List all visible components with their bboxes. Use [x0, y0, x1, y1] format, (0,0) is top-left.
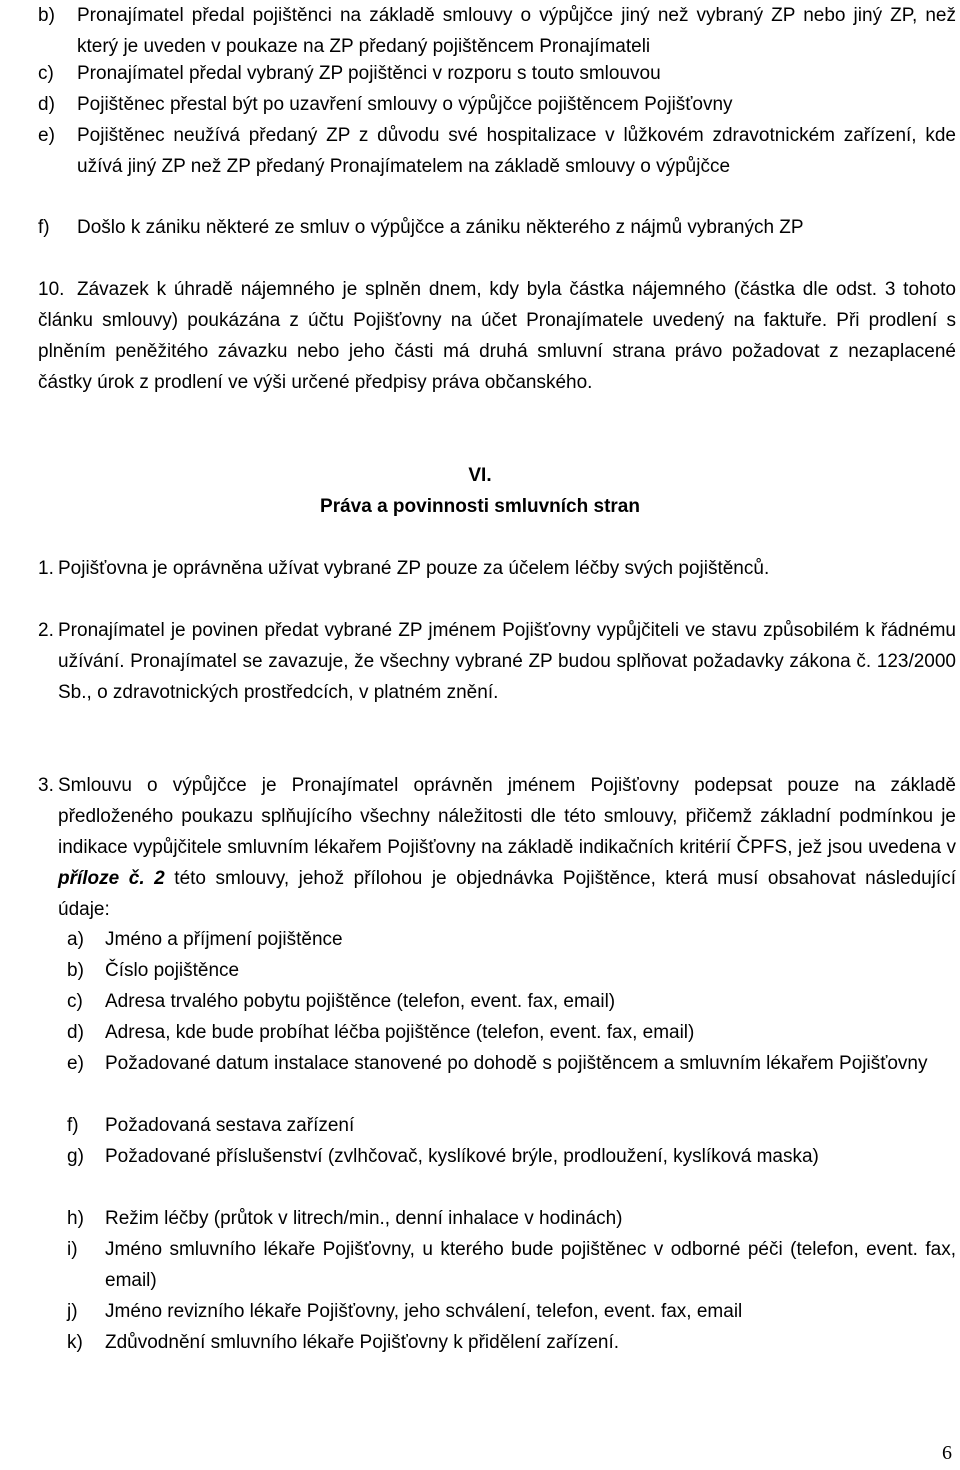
paragraph-10 — [38, 274, 956, 398]
paragraph-1 — [38, 553, 956, 584]
paragraph-text: Pronajímatel je povinen předat vybrané ZP jménem Pojišťovny vypůjčiteli ve stavu způsobilém k řádnému užívání. Pronajímatel se zavazuje, že všechny vybrané ZP budou splňovat požadavky zákona č. 123/2000 Sb., o zdravotnických prostředcích, v platném znění. — [58, 620, 956, 703]
list-item-label: c) — [38, 63, 54, 84]
list-item — [38, 58, 956, 89]
list-item — [67, 1296, 956, 1327]
list-item — [38, 212, 956, 243]
list-item-label: h) — [67, 1208, 84, 1229]
list-item — [67, 1141, 956, 1172]
list-item-label: b) — [67, 960, 84, 981]
list-item-label: d) — [38, 94, 55, 115]
list-item — [67, 1234, 956, 1296]
list-item-text: Pronajímatel předal pojištěnci na základě smlouvy o výpůjčce jiný než vybraný ZP nebo jiný ZP, než který je uveden v poukaze na ZP předaný pojištěncem Pronajímateli — [77, 5, 956, 57]
list-item-text: Pronajímatel předal vybraný ZP pojištěnci v rozporu s touto smlouvou — [77, 63, 661, 84]
paragraph-number: 2. — [38, 620, 54, 641]
paragraph-number: 10. — [38, 279, 65, 300]
list-item-label: e) — [67, 1053, 84, 1074]
paragraph-text: Závazek k úhradě nájemného je splněn dnem, kdy byla částka nájemného (částka dle odst. 3 tohoto článku smlouvy) poukázána z účtu Pojišťovny na účet Pronajímatele uvedený na faktuře. Při prodlení s plněním peněžitého závazku nebo jeho části má druhá smluvní strana právo požadovat z nezaplacené částky úrok z prodlení ve výši určené předpisy práva občanského. — [38, 279, 956, 393]
list-item — [67, 924, 956, 955]
list-item-label: g) — [67, 1146, 84, 1167]
list-item-text: Jméno revizního lékaře Pojišťovny, jeho schválení, telefon, event. fax, email — [105, 1301, 743, 1322]
list-item-label: b) — [38, 5, 55, 26]
paragraph-text-part: Smlouvu o výpůjčce je Pronajímatel oprávněn jménem Pojišťovny podepsat pouze na základě předloženého poukazu splňujícího všechny náležitosti dle této smlouvy, přičemž základní podmínkou je indikace vypůjčitele smluvním lékařem Pojišťovny na základě indikačních kritérií ČPFS, jež jsou uvedena v — [58, 775, 956, 858]
list-item — [67, 1327, 956, 1358]
list-item-text: Režim léčby (průtok v litrech/min., denní inhalace v hodinách) — [105, 1208, 623, 1229]
page-number: 6 — [942, 1442, 952, 1464]
list-item — [67, 955, 956, 986]
list-item-text: Požadované datum instalace stanovené po dohodě s pojištěncem a smluvním lékařem Pojišťovny — [105, 1053, 928, 1074]
paragraph-number: 1. — [38, 558, 54, 579]
section-number: VI. — [468, 465, 492, 486]
list-item-text: Pojištěnec přestal být po uzavření smlouvy o výpůjčce pojištěncem Pojišťovny — [77, 94, 733, 115]
list-item — [67, 1017, 956, 1048]
list-item-label: c) — [67, 991, 83, 1012]
paragraph-3 — [38, 770, 956, 925]
list-item — [67, 1203, 956, 1234]
list-item-text: Jméno a příjmení pojištěnce — [105, 929, 343, 950]
list-item-label: i) — [67, 1239, 78, 1260]
list-item-label: j) — [67, 1301, 78, 1322]
paragraph-number: 3. — [38, 775, 54, 796]
list-item-text: Došlo k zániku některé ze smluv o výpůjčce a zániku některého z nájmů vybraných ZP — [77, 217, 804, 238]
list-item-label: f) — [38, 217, 50, 238]
list-item-label: k) — [67, 1332, 83, 1353]
paragraph-text — [58, 770, 956, 925]
list-item-label: a) — [67, 929, 84, 950]
section-title: Práva a povinnosti smluvních stran — [320, 496, 640, 517]
list-item-text: Pojištěnec neužívá předaný ZP z důvodu své hospitalizace v lůžkovém zdravotnickém zařízení, kde užívá jiný ZP než ZP předaný Pronajímatelem na základě smlouvy o výpůjčce — [77, 125, 956, 177]
list-item — [38, 120, 956, 182]
paragraph-2 — [38, 615, 956, 708]
annex-reference: příloze č. 2 — [58, 868, 165, 889]
list-item — [67, 986, 956, 1017]
list-item-text: Požadované příslušenství (zvlhčovač, kyslíkové brýle, prodloužení, kyslíková maska) — [105, 1146, 819, 1167]
list-item-label: f) — [67, 1115, 79, 1136]
paragraph-text-part: této smlouvy, jehož přílohou je objednávka Pojištěnce, která musí obsahovat následující údaje: — [58, 868, 956, 920]
list-item-text: Zdůvodnění smluvního lékaře Pojišťovny k přidělení zařízení. — [105, 1332, 620, 1353]
list-item-text: Jméno smluvního lékaře Pojišťovny, u kterého bude pojištěnec v odborné péči (telefon, event. fax, email) — [105, 1239, 956, 1291]
list-item-text: Adresa, kde bude probíhat léčba pojištěnce (telefon, event. fax, email) — [105, 1022, 695, 1043]
paragraph-text: Pojišťovna je oprávněna užívat vybrané ZP pouze za účelem léčby svých pojištěnců. — [58, 558, 770, 579]
list-item — [67, 1110, 956, 1141]
list-item — [67, 1048, 956, 1079]
list-item-text: Číslo pojištěnce — [105, 960, 240, 981]
list-item — [38, 0, 956, 62]
list-item-text: Adresa trvalého pobytu pojištěnce (telefon, event. fax, email) — [105, 991, 616, 1012]
list-item-label: d) — [67, 1022, 84, 1043]
list-item — [38, 89, 956, 120]
list-item-text: Požadovaná sestava zařízení — [105, 1115, 355, 1136]
list-item-label: e) — [38, 125, 55, 146]
